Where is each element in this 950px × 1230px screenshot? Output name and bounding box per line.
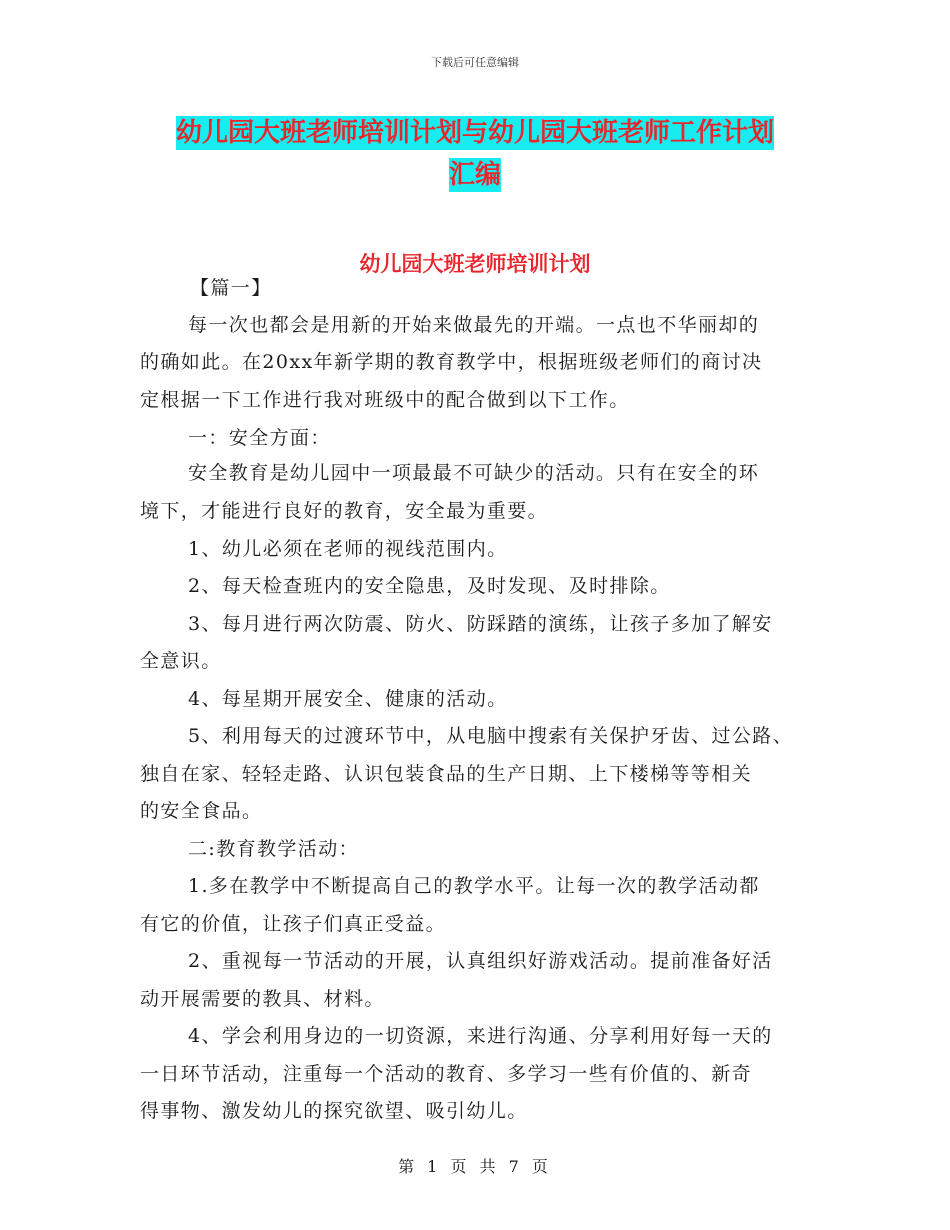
- list-item: 1、幼儿必须在老师的视线范围内。: [188, 538, 508, 560]
- header-note: 下载后可任意编辑: [431, 56, 519, 69]
- paragraph-line: 独自在家、轻轻走路、认识包装食品的生产日期、上下楼梯等等相关: [140, 763, 753, 785]
- paragraph-line: 动开展需要的教具、材料。: [140, 988, 385, 1010]
- list-item: 5、利用每天的过渡环节中，从电脑中搜索有关保护牙齿、过公路、: [188, 725, 794, 747]
- paragraph-line: 定根据一下工作进行我对班级中的配合做到以下工作。: [140, 389, 630, 411]
- paragraph-line: 全意识。: [140, 650, 222, 672]
- list-item: 4、学会利用身边的一切资源，来进行沟通、分享利用好每一天的: [188, 1025, 773, 1047]
- list-item: 3、每月进行两次防震、防火、防踩踏的演练，让孩子多加了解安: [188, 613, 773, 635]
- section-subtitle: 幼儿园大班老师培训计划: [359, 252, 591, 276]
- list-item: 1.多在教学中不断提高自己的教学水平。让每一次的教学活动都: [188, 875, 760, 897]
- list-item: 2、重视每一节活动的开展，认真组织好游戏活动。提前准备好活: [188, 950, 773, 972]
- paragraph-line: 一日环节活动，注重每一个活动的教育、多学习一些有价值的、新奇: [140, 1063, 753, 1085]
- list-item: 4、每星期开展安全、健康的活动。: [188, 688, 508, 710]
- paragraph-line: 有它的价值，让孩子们真正受益。: [140, 913, 447, 935]
- document-title-line-1: [0, 112, 950, 149]
- page-footer: 第 1 页 共 7 页: [398, 1157, 552, 1176]
- paragraph-line: 的安全食品。: [140, 800, 263, 822]
- list-item: 2、每天检查班内的安全隐患，及时发现、及时排除。: [188, 575, 671, 597]
- section-label: 【篇一】: [190, 277, 272, 299]
- paragraph-line: 得事物、激发幼儿的探究欲望、吸引幼儿。: [140, 1100, 528, 1122]
- paragraph-line: 境下，才能进行良好的教育，安全最为重要。: [140, 500, 549, 522]
- heading-line: 一：安全方面：: [188, 427, 331, 449]
- paragraph-line: 的确如此。在20xx年新学期的教育教学中，根据班级老师们的商讨决: [140, 351, 763, 373]
- paragraph-line: 每一次也都会是用新的开始来做最先的开端。一点也不华丽却的: [188, 314, 760, 336]
- paragraph-line: 安全教育是幼儿园中一项最最不可缺少的活动。只有在安全的环: [188, 462, 760, 484]
- heading-line: 二:教育教学活动：: [188, 838, 360, 860]
- document-title-line-2: [0, 154, 950, 191]
- title-highlight-2: 汇编: [448, 160, 501, 190]
- title-highlight-1: 幼儿园大班老师培训计划与幼儿园大班老师工作计划: [175, 118, 774, 148]
